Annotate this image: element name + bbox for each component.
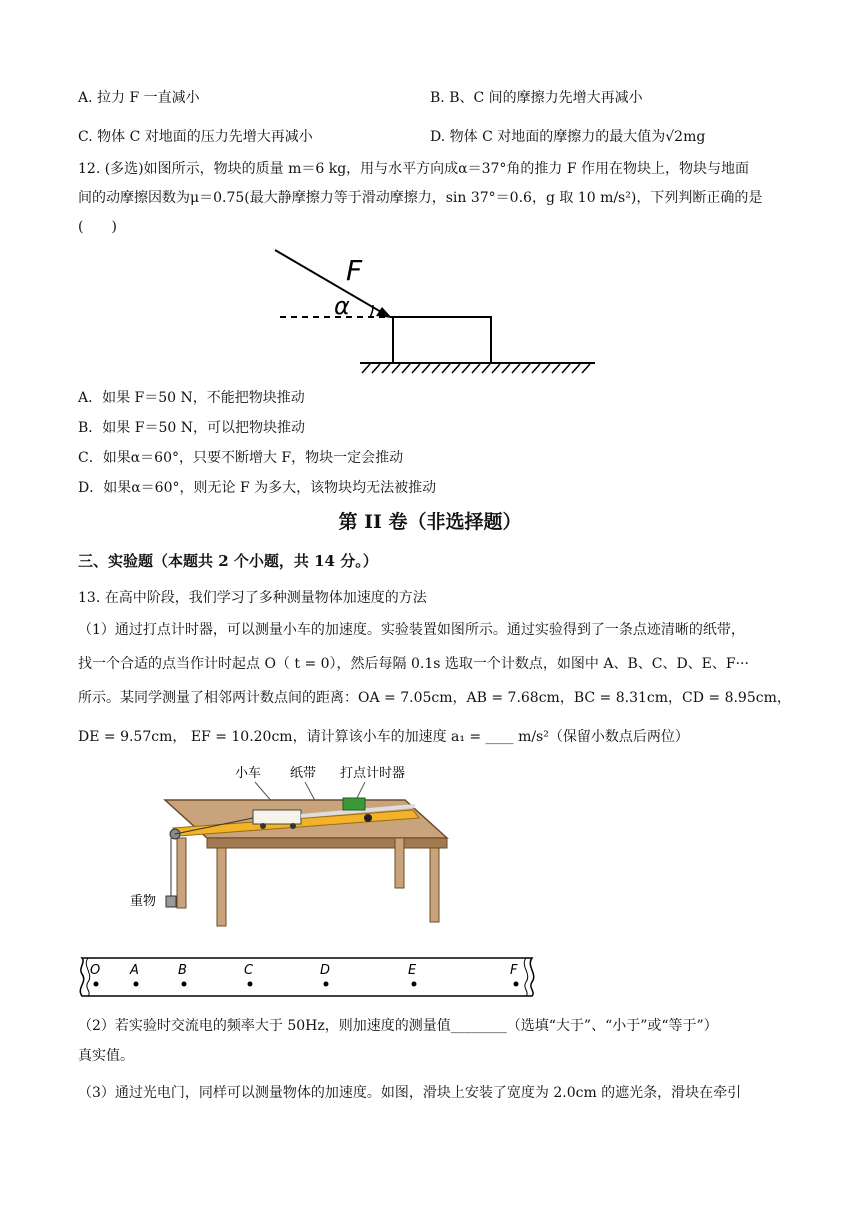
q12-option-a: A．如果 F＝50 N，不能把物块推动: [78, 390, 305, 406]
q11-option-b: B. B、C 间的摩擦力先增大再减小: [430, 90, 643, 106]
q13-p1-line2: 找一个合适的点当作计时起点 O（ t = 0），然后每隔 0.1s 选取一个计数点，如图中 A、B、C、D、E、F···: [78, 656, 749, 672]
force-arrow-line: [275, 250, 388, 316]
q12-force-diagram: [270, 246, 600, 376]
tape-point-label-D: D: [320, 963, 331, 978]
tape-point-label-F: F: [510, 963, 518, 978]
car: [253, 810, 301, 824]
tape-point-dot-O: [94, 982, 99, 987]
q12-option-b: B．如果 F＝50 N，可以把物块推动: [78, 420, 305, 436]
tape-point-label-O: O: [90, 963, 101, 978]
q12-option-d: D．如果α＝60°，则无论 F 为多大，该物块均无法被推动: [78, 480, 437, 496]
q11-option-d: D. 物体 C 对地面的摩擦力的最大值为√2mg: [430, 129, 706, 145]
tape-point-dot-E: [412, 982, 417, 987]
tape-point-dot-D: [324, 982, 329, 987]
q13-intro: 13. 在高中阶段，我们学习了多种测量物体加速度的方法: [78, 590, 427, 606]
force-label-f: F: [346, 254, 363, 287]
q13-p1-line4: DE = 9.57cm， EF = 10.20cm，请计算该小车的加速度 a₁ = ____ m/s²（保留小数点后两位）: [78, 729, 689, 745]
q13-paper-tape: [74, 954, 544, 1000]
part2-title: 第 II 卷（非选择题）: [338, 511, 522, 533]
q12-option-c: C．如果α＝60°，只要不断增大 F，物块一定会推动: [78, 450, 404, 466]
tape-point-label-B: B: [178, 963, 187, 978]
label-weight: 重物: [130, 894, 157, 909]
q12-stem-line3: ( ): [78, 219, 117, 235]
q13-p2-line1: （2）若实验时交流电的频率大于 50Hz，则加速度的测量值________（选填“大于”、“小于”或“等于”）: [78, 1018, 718, 1034]
label-tape: 纸带: [290, 766, 317, 781]
q11-option-a: A. 拉力 F 一直减小: [78, 90, 200, 106]
q11-option-c: C. 物体 C 对地面的压力先增大再减小: [78, 129, 313, 145]
q13-p1-line3: 所示。某同学测量了相邻两计数点间的距离：OA = 7.05cm，AB = 7.68cm，BC = 8.31cm，CD = 8.95cm，: [78, 690, 791, 706]
q12-stem-line1: 12. (多选)如图所示，物块的质量 m＝6 kg，用与水平方向成α＝37°角的推力 F 作用在物块上，物块与地面: [78, 161, 750, 177]
q12-stem-line2: 间的动摩擦因数为μ＝0.75(最大静摩擦力等于滑动摩擦力，sin 37°＝0.6，g 取 10 m/s²)，下列判断正确的是: [78, 190, 763, 206]
weight: [166, 896, 176, 907]
block: [393, 317, 491, 363]
label-timer: 打点计时器: [340, 766, 406, 781]
tape-point-dot-F: [514, 982, 519, 987]
q13-p1-line1: （1）通过打点计时器，可以测量小车的加速度。实验装置如图所示。通过实验得到了一条点迹清晰的纸带，: [78, 622, 745, 638]
tape-point-label-E: E: [408, 963, 417, 978]
ground-hatching: [362, 364, 590, 373]
angle-label-alpha: α: [334, 292, 350, 320]
tape-point-dot-A: [134, 982, 139, 987]
q13-p3-line1: （3）通过光电门，同样可以测量物体的加速度。如图，滑块上安装了宽度为 2.0cm 的遮光条，滑块在牵引: [78, 1085, 742, 1101]
q13-apparatus-figure: [125, 758, 455, 933]
tape-point-label-C: C: [244, 963, 254, 978]
q13-p2-line2: 真实值。: [78, 1048, 134, 1064]
label-car: 小车: [235, 766, 262, 781]
tape-point-dot-C: [248, 982, 253, 987]
tape-point-label-A: A: [130, 963, 139, 978]
section3-heading: 三、实验题（本题共 2 个小题，共 14 分。）: [78, 552, 378, 570]
timer: [343, 798, 365, 810]
tape-point-dot-B: [182, 982, 187, 987]
